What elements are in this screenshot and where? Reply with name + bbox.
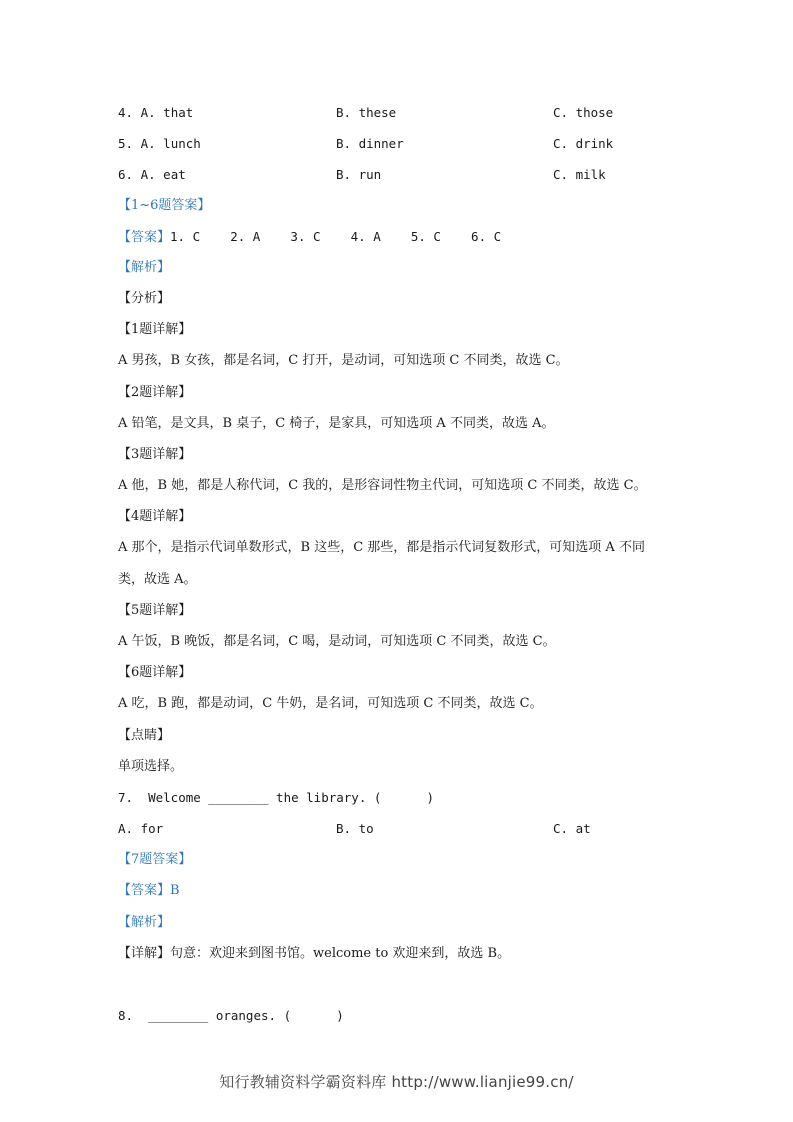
- detail-3-title: 【3题详解】: [118, 447, 192, 462]
- answer-heading-7: 【7题答案】: [118, 852, 192, 867]
- question-7-stem: 7. Welcome ________ the library. ( ): [118, 790, 435, 805]
- answer-label: 【答案】: [118, 230, 171, 245]
- detail-7: 【详解】句意：欢迎来到图书馆。welcome to 欢迎来到，故选 B。: [118, 946, 511, 961]
- question-5-row: [118, 136, 678, 152]
- detail-6-title: 【6题详解】: [118, 665, 192, 680]
- question-4-option-c: C. those: [553, 105, 614, 120]
- detail-5-title: 【5题详解】: [118, 603, 192, 618]
- footer-watermark: 知行教辅资料学霸资料库 http://www.lianjie99.cn/: [219, 1073, 574, 1091]
- question-6-option-b: B. run: [336, 167, 382, 182]
- dianjing-heading: 【点睛】: [118, 728, 171, 743]
- detail-5-text: A 午饭，B 晚饭，都是名词，C 喝，是动词，可知选项 C 不同类，故选 C。: [118, 634, 556, 649]
- question-5-option-a: 5. A. lunch: [118, 136, 201, 151]
- detail-1-title: 【1题详解】: [118, 322, 192, 337]
- detail-4-text: A 那个，是指示代词单数形式，B 这些，C 那些，都是指示代词复数形式，可知选项 A 不同: [118, 540, 645, 555]
- answer-line-1-6: [118, 229, 501, 246]
- analysis-heading: 【解析】: [118, 260, 171, 275]
- question-7-option-c: C. at: [553, 821, 591, 836]
- question-6-option-c: C. milk: [553, 167, 606, 182]
- detail-4-title: 【4题详解】: [118, 509, 192, 524]
- question-8-stem: 8. ________ oranges. ( ): [118, 1008, 344, 1023]
- dianjing-text: 单项选择。: [118, 759, 184, 774]
- detail-2-title: 【2题详解】: [118, 385, 192, 400]
- question-7-option-b: B. to: [336, 821, 374, 836]
- question-7-options: [118, 821, 678, 837]
- question-4-option-a: 4. A. that: [118, 105, 194, 120]
- question-5-option-b: B. dinner: [336, 136, 404, 151]
- detail-2-text: A 铅笔，是文具，B 桌子，C 椅子，是家具，可知选项 A 不同类，故选 A。: [118, 416, 555, 431]
- question-6-row: [118, 167, 678, 183]
- answer-values: 1. C 2. A 3. C 4. A 5. C 6. C: [170, 229, 502, 244]
- detail-3-text: A 他，B 她，都是人称代词，C 我的，是形容词性物主代词，可知选项 C 不同类，故选 C。: [118, 478, 647, 493]
- question-4-option-b: B. these: [336, 105, 397, 120]
- analysis-heading-7: 【解析】: [118, 915, 171, 930]
- detail-1-text: A 男孩，B 女孩，都是名词，C 打开，是动词，可知选项 C 不同类，故选 C。: [118, 353, 569, 368]
- question-6-option-a: 6. A. eat: [118, 167, 186, 182]
- detail-4-text-cont: 类，故选 A。: [118, 572, 197, 587]
- answer-7: 【答案】B: [118, 883, 180, 898]
- question-4-row: [118, 105, 678, 121]
- question-7-option-a: A. for: [118, 821, 164, 836]
- fenxi-heading: 【分析】: [118, 291, 171, 306]
- answer-heading-1-6: 【1~6题答案】: [118, 198, 211, 213]
- question-5-option-c: C. drink: [553, 136, 614, 151]
- detail-6-text: A 吃，B 跑，都是动词，C 牛奶，是名词，可知选项 C 不同类，故选 C。: [118, 696, 543, 711]
